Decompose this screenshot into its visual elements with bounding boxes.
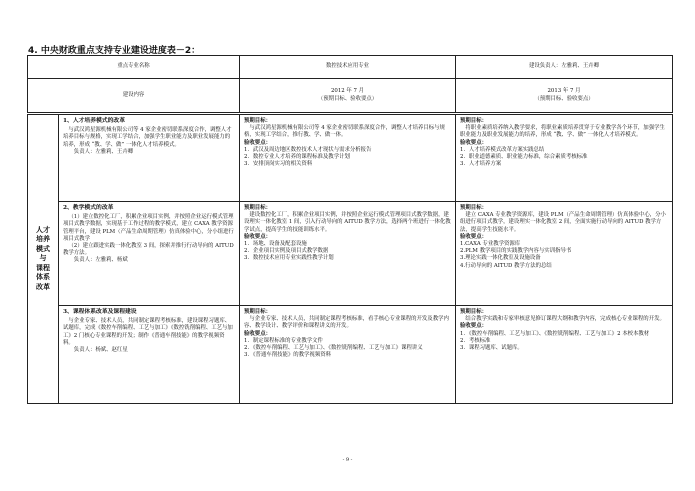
- row2-content: 2、教学模式的改革 （1）建立数控化工厂，积累企业项目实例，并按照企业运行模式管理项目式教学数据，实现基于工作过程的教学模式，建立 CAXA 教学资源管理平台，建设 PLM（产品生命周期管理）仿真体验中心，分小组进行项目式教学 （2）建立跟进实践一体化教室 3 间，探索并推行行动导向的 AITUD 教学方法。 负责人：左雅莉、杨斌: [59, 202, 240, 306]
- row1-content: 1、人才培养模式的改革 与武汉鸿星源机械有限公司等 4 家企业密切联系深度合作，调整人才培养目标与规格，实现工学结合，加强学生职业能力及职业发展能力的培养，形成 “教、学、做” 一体化人才培养模式。 负责人：左雅莉、王卉卿: [59, 114, 240, 202]
- row2-stage1: 预期目标： 建设数控化工厂，积累企业项目实例，并按照企业运行模式管理项目式教学数据，建设理实一体化教室 1 间，引入行动导向的 AITUD 教学方法，选择两个班进行一体化教学试点，提高学生的技能训练水平。 验收要点： 1．场地、设备及配套设施 2．企业项目实例及项目式教学数据 3．数控技术应用专业实践性教学计划: [240, 202, 456, 306]
- stage1-year: 2012 年 7 月: [330, 88, 365, 95]
- progress-table: [27, 55, 673, 404]
- header-stage2: [456, 79, 673, 114]
- row2-title: 2、教学模式的改革: [63, 205, 114, 211]
- header-major-name: 数控技术应用专业: [240, 56, 456, 79]
- row3-content: 3、课程体系改革及课程建设 与企业专家、技术人员，共同制定课程考核标准，建设课程习题库、试题库，完成《数控车削编程、工艺与加工》《数控铣削编程、工艺与加工》2 门核心专业课程的开发；制作《普通车削技能》的教学视频资料。 负责人：杨斌、赵红星: [59, 306, 240, 404]
- page-number: - 9 -: [342, 457, 353, 463]
- row3-title: 3、课程体系改革及课程建设: [63, 309, 137, 315]
- row1-title: 1、人才培养模式的改革: [63, 118, 126, 124]
- stage1-sub: （预期目标、验收要点）: [317, 95, 378, 102]
- stage2-year: 2013 年 7 月: [547, 88, 581, 95]
- row3-stage2: 预期目标： 结合教学实践和专家审核意见修订课程大纲和教学内容，完成核心专业课程的开发。 验收要点： 1．《数控车削编程、工艺与加工》、《数控铣削编程、工艺与加工》2 本校本教材 2．考核标准 3．课程习题库、试题库。: [456, 306, 673, 404]
- row2-stage2: 预期目标： 建立 CAXA 专业教学资源库，建设 PLM（产品生命周期管理）仿真体验中心，分小组进行项目式教学，建设理实一体化教室 2 间，全面实施行动导向的 AITUD 教学方法，提高学生技能水平。 验收要点： 1.CAXA 专业教学资源库 2.PLM 教学项目的实践教学内容与实训指导书 3.理论实践一体化教室及设施设备 4.行动导向的 AITUD 教学方法的总结: [456, 202, 673, 306]
- header-leader: 建设负责人：左雅莉、王卉卿: [456, 56, 673, 79]
- row3-stage1: 预期目标： 与企业专家、技术人员，共同制定课程考核标准，看手核心专业课程的开发及教学内容、教学设计、教学评价和课程讲义的开发。 验收要点： 1．制定课程标准的专业教学文件 2．《数控车削编程、工艺与加工》、《数控铣削编程、工艺与加工》课程讲义 3．《普通车削技能》的教学视频资料: [240, 306, 456, 404]
- row1-stage2: 预期目标： 将职业素质培养纳入教学要求，将职业素质培养贯穿于专业教学各个环节，加强学生职业能力及职业发展能力的培养，形成 “教、学、做” 一体化人才培养模式。 验收要点： 1．人才培养模式改革方案实践总结 2．职业道德素质、职业能力标准，综合素质考核标准 3．人才培养方案: [456, 114, 673, 202]
- side-category-label: 人才 培养 模式 与 课程 体系 改革: [28, 114, 59, 404]
- stage2-sub: （预期目标、验收要点）: [534, 95, 594, 102]
- page-title: 4. 中央财政重点支持专业建设进度表－2：: [28, 46, 201, 56]
- header-major-label: 重点专业名称: [28, 56, 240, 79]
- header-stage1: [240, 79, 456, 114]
- header-content-label: 建设内容: [28, 79, 240, 114]
- row1-stage1: 预期目标： 与武汉鸿星源机械有限公司等 4 家企业密切联系深度合作，调整人才培养目标与规格，实现工学结合，推行教、学、做一体。 验收要点： 1．武汉及周边地区数控技术人才现状与需求分析报告 2．数控专业人才培养的课程标准及教学计划 3．安排顶岗实习的相关资料: [240, 114, 456, 202]
